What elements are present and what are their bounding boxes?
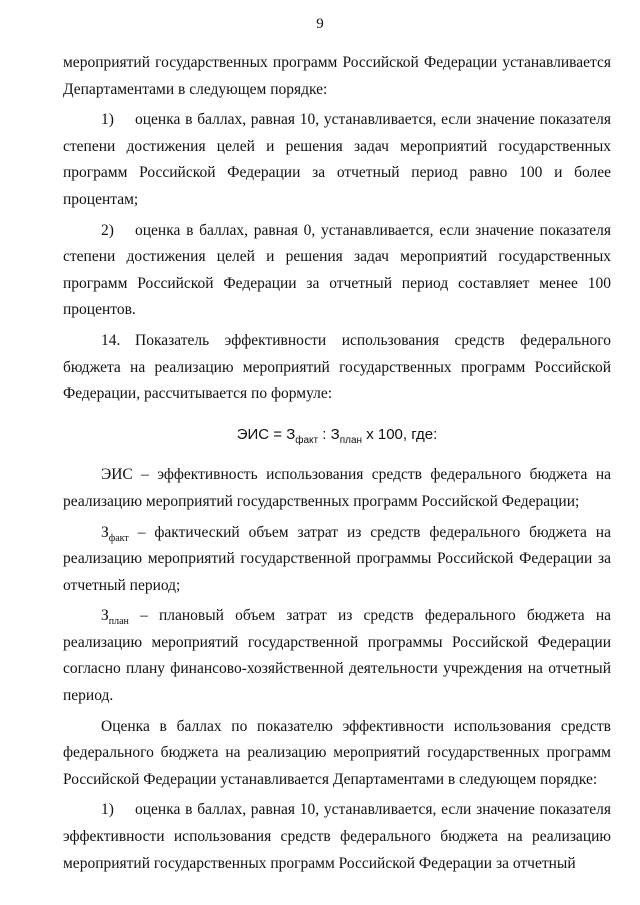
definition-term: З	[101, 607, 109, 625]
formula-mid: : З	[318, 425, 340, 443]
list-item-1-efficiency	[63, 797, 611, 877]
formula-rhs: x 100, где:	[362, 425, 438, 443]
definition-fact	[63, 520, 611, 600]
definition-term-sub: план	[108, 616, 129, 628]
formula-sub-fact: факт	[295, 434, 319, 446]
list-item-2-achievement	[63, 218, 611, 324]
definition-text: – эффективность использования средств федерального бюджета на реализацию мероприятий государственных программ Российской Федерации;	[63, 466, 611, 510]
list-number: 1)	[101, 801, 114, 819]
definition-term-sub: факт	[108, 532, 129, 544]
definition-text: – фактический объем затрат из средств федерального бюджета на реализацию мероприятий государственной программы Российской Федерации за отчетный период;	[63, 523, 611, 594]
definition-plan	[63, 603, 611, 709]
formula	[63, 422, 611, 449]
definition-term: З	[101, 523, 109, 541]
paragraph-text: Показатель эффективности использования средств федерального бюджета на реализацию мероприятий государственных программ Российской Федерации, рассчитывается по формуле:	[63, 331, 611, 403]
document-body	[63, 50, 611, 881]
formula-sub-plan: план	[339, 434, 363, 446]
list-text: оценка в баллах, равная 0, устанавливается, если значение показателя степени достижения целей и решения задач мероприятий государственных программ Российской Федерации за отчетный период составляет менее 100 процентов.	[63, 221, 611, 319]
formula-lhs: ЭИС = З	[236, 425, 296, 443]
paragraph-intro: мероприятий государственных программ Российской Федерации устанавливается Департаментами в следующем порядке:	[63, 54, 611, 98]
list-text: оценка в баллах, равная 10, устанавливается, если значение показателя эффективности использования средств федерального бюджета на реализацию мероприятий государственных программ Российской Федерации за отчетный	[63, 801, 611, 872]
paragraph-score: Оценка в баллах по показателю эффективности использования средств федерального бюджета на реализацию мероприятий государственных программ Российской Федерации устанавливается Департаментами в следующем порядке:	[63, 717, 611, 788]
paragraph-number: 14.	[101, 331, 121, 349]
list-item-1-achievement	[63, 107, 611, 213]
paragraph-14	[63, 328, 611, 408]
definition-text: – плановый объем затрат из средств федерального бюджета на реализацию мероприятий государственной программы Российской Федерации согласно плану финансово-хозяйственной деятельности учреждения на отчетный период.	[63, 607, 611, 705]
page-number: 9	[316, 16, 324, 32]
list-number: 2)	[101, 221, 114, 239]
definition-term: ЭИС	[101, 466, 133, 484]
list-number: 1)	[101, 111, 114, 129]
list-text: оценка в баллах, равная 10, устанавливается, если значение показателя степени достижения целей и решения задач мероприятий государственных программ Российской Федерации за отчетный период равно 100 и более процентам;	[63, 111, 611, 208]
definition-eis	[63, 462, 611, 515]
